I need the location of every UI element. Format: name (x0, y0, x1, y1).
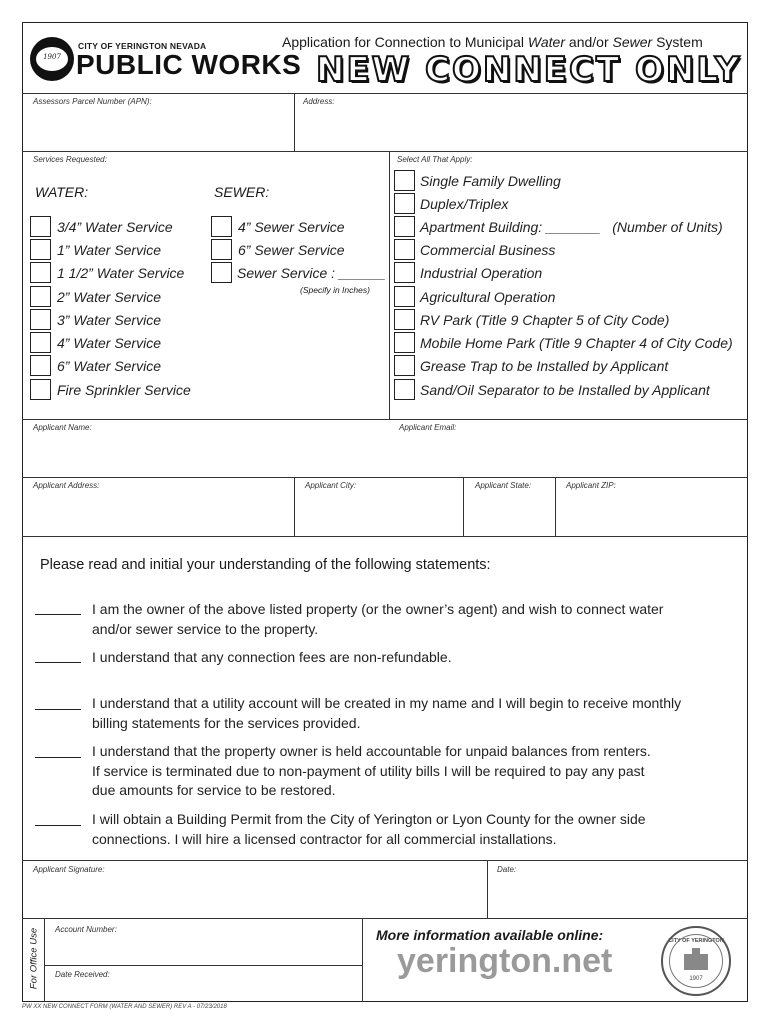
type-option-4: Industrial Operation (420, 265, 543, 281)
type-option-3: Commercial Business (420, 242, 556, 258)
apn-label: Assessors Parcel Number (APN): (33, 97, 152, 106)
statement-4: I will obtain a Building Permit from the City of Yerington or Lyon County for the owner side connections. I will hire a licensed contractor for all commercial installations. (92, 811, 646, 847)
apn-field[interactable] (23, 107, 293, 149)
applicant-zip-label: Applicant ZIP: (566, 481, 616, 490)
type-checkbox-7[interactable] (394, 332, 415, 353)
city-seal-icon (661, 926, 731, 996)
initial-line-4[interactable] (35, 825, 81, 826)
date-field[interactable] (489, 875, 746, 917)
office-use-label: For Office Use (28, 927, 40, 990)
account-number-field[interactable] (46, 934, 360, 964)
water-checkbox-6[interactable] (30, 355, 51, 376)
type-checkbox-0[interactable] (394, 170, 415, 191)
water-option-1: 1” Water Service (57, 242, 161, 258)
type-option-1: Duplex/Triplex (420, 196, 509, 212)
water-checkbox-0[interactable] (30, 216, 51, 237)
water-checkbox-4[interactable] (30, 309, 51, 330)
initial-line-1[interactable] (35, 662, 81, 663)
divider (44, 965, 362, 966)
statement-3: I understand that the property owner is held accountable for unpaid balances from renters. If service is terminated due to non-payment of utility bills I will be required to pay any past due amounts for service to be restored. (92, 743, 651, 798)
initial-line-3[interactable] (35, 757, 81, 758)
logo (30, 35, 302, 85)
statements-intro: Please read and initial your understanding of the following statements: (40, 557, 491, 573)
type-checkbox-6[interactable] (394, 309, 415, 330)
type-option-9: Sand/Oil Separator to be Installed by Applicant (420, 382, 710, 398)
seal-year: 1907 (689, 976, 703, 982)
divider (22, 419, 748, 420)
type-checkbox-3[interactable] (394, 239, 415, 260)
divider (22, 477, 748, 478)
account-number-label: Account Number: (55, 925, 117, 934)
type-option-7: Mobile Home Park (Title 9 Chapter 4 of City Code) (420, 335, 733, 351)
water-option-4: 3” Water Service (57, 312, 161, 328)
signature-field[interactable] (23, 875, 486, 917)
type-checkbox-4[interactable] (394, 262, 415, 283)
type-checkbox-2[interactable] (394, 216, 415, 237)
applicant-state-label: Applicant State: (475, 481, 532, 490)
new-connect-banner: NEW CONNECT ONLY (316, 50, 742, 90)
divider (44, 918, 45, 1002)
applicant-name-field[interactable] (23, 433, 388, 475)
seal-text: CITY OF YERINGTON (668, 938, 724, 944)
sewer-specify-note: (Specify in Inches) (300, 285, 370, 295)
statement-0: I am the owner of the above listed property (or the owner’s agent) and wish to connect water and/or sewer service to the property. (92, 601, 664, 637)
logo-seal-icon (30, 37, 74, 81)
water-checkbox-1[interactable] (30, 239, 51, 260)
sewer-option-0: 4” Sewer Service (238, 219, 345, 235)
water-option-2: 1 1/2” Water Service (57, 265, 185, 281)
applicant-city-label: Applicant City: (305, 481, 357, 490)
applicant-address-label: Applicant Address: (33, 481, 100, 490)
date-received-label: Date Received: (55, 970, 110, 979)
sewer-option-1: 6” Sewer Service (238, 242, 345, 258)
date-label: Date: (497, 865, 517, 874)
water-checkbox-2[interactable] (30, 262, 51, 283)
type-checkbox-9[interactable] (394, 379, 415, 400)
services-label: Services Requested: (33, 155, 107, 164)
water-option-6: 6” Water Service (57, 358, 161, 374)
type-option-8: Grease Trap to be Installed by Applicant (420, 358, 669, 374)
address-label: Address: (303, 97, 335, 106)
type-option-2: Apartment Building: _______ (Number of Units) (420, 219, 723, 235)
water-option-0: 3/4” Water Service (57, 219, 173, 235)
water-option-7: Fire Sprinkler Service (57, 382, 191, 398)
water-checkbox-7[interactable] (30, 379, 51, 400)
divider (22, 151, 748, 152)
type-checkbox-1[interactable] (394, 193, 415, 214)
applicant-address-field[interactable] (23, 491, 293, 534)
address-field[interactable] (296, 107, 746, 149)
divider (389, 151, 390, 419)
signature-label: Applicant Signature: (33, 865, 105, 874)
applicant-email-label: Applicant Email: (399, 423, 457, 432)
type-option-5: Agricultural Operation (420, 289, 556, 305)
sewer-checkbox-2[interactable] (211, 262, 232, 283)
sewer-option-2: Sewer Service : ______ (237, 265, 386, 281)
water-checkbox-3[interactable] (30, 286, 51, 307)
type-checkbox-5[interactable] (394, 286, 415, 307)
divider (22, 860, 748, 861)
sewer-heading: SEWER: (214, 184, 270, 200)
water-option-3: 2” Water Service (57, 289, 161, 305)
website-link[interactable]: yerington.net (397, 942, 613, 980)
divider (487, 860, 488, 918)
applicant-email-field[interactable] (391, 433, 746, 475)
initial-line-2[interactable] (35, 709, 81, 710)
applicant-city-field[interactable] (296, 491, 462, 534)
divider (294, 477, 295, 536)
sewer-checkbox-1[interactable] (211, 239, 232, 260)
type-checkbox-8[interactable] (394, 355, 415, 376)
logo-dept: PUBLIC WORKS (76, 49, 302, 80)
more-info-text: More information available online: (376, 927, 604, 943)
applicant-name-label: Applicant Name: (33, 423, 92, 432)
logo-seal-year: 1907 (43, 53, 61, 61)
initial-line-0[interactable] (35, 614, 81, 615)
statement-1: I understand that any connection fees are non-refundable. (92, 649, 452, 665)
form-id: PW XX NEW CONNECT FORM (WATER AND SEWER) REV A - 07/23/2018 (22, 1004, 227, 1010)
date-received-field[interactable] (46, 978, 360, 1000)
type-option-0: Single Family Dwelling (420, 173, 561, 189)
divider (463, 477, 464, 536)
applicant-zip-field[interactable] (557, 491, 746, 534)
divider (22, 536, 748, 537)
water-option-5: 4” Water Service (57, 335, 161, 351)
divider (362, 918, 363, 1002)
select-all-label: Select All That Apply: (397, 155, 473, 164)
divider (294, 93, 295, 151)
logo-city: CITY OF YERINGTON NEVADA (78, 41, 207, 51)
water-heading: WATER: (35, 184, 89, 200)
divider (22, 93, 748, 94)
divider (22, 918, 748, 919)
statement-2: I understand that a utility account will be created in my name and I will begin to receive monthly billing statements for the services provided. (92, 695, 682, 731)
sewer-checkbox-0[interactable] (211, 216, 232, 237)
water-checkbox-5[interactable] (30, 332, 51, 353)
type-option-6: RV Park (Title 9 Chapter 5 of City Code) (420, 312, 670, 328)
divider (555, 477, 556, 536)
form-title: Application for Connection to Municipal Water and/or Sewer System (282, 34, 703, 50)
applicant-state-field[interactable] (465, 491, 554, 534)
